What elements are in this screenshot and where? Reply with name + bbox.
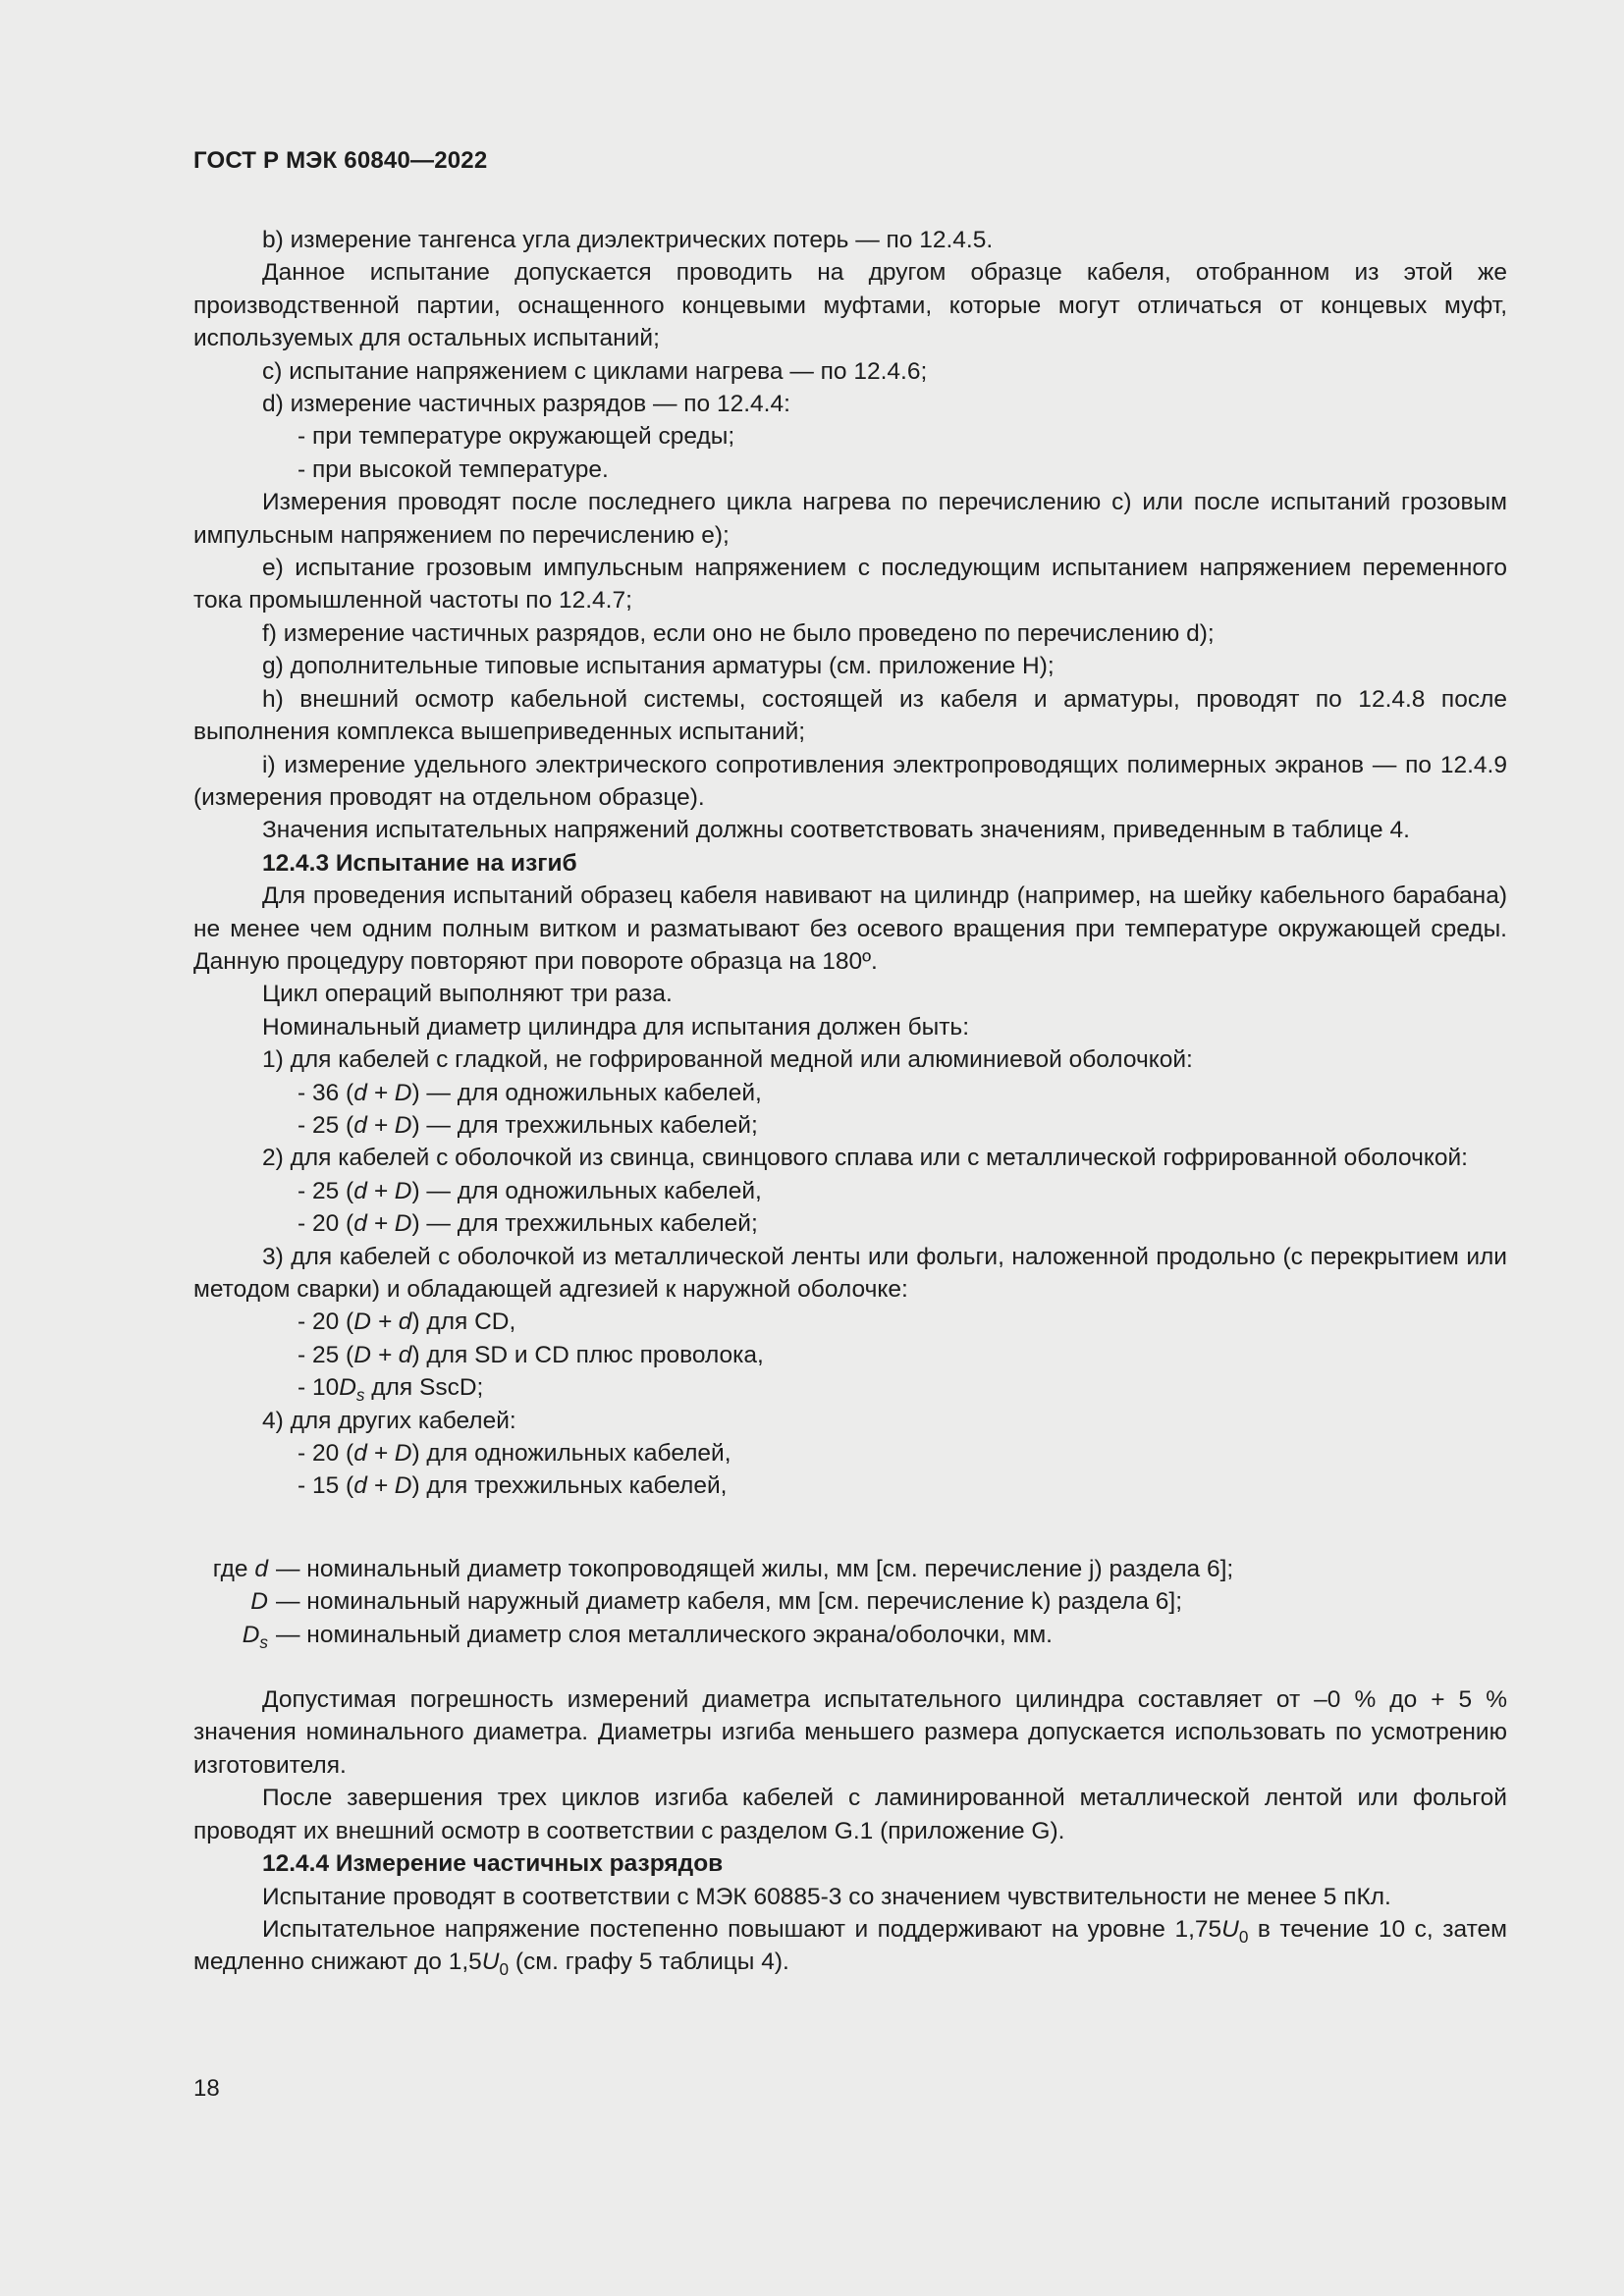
paragraph: Измерения проводят после последнего цикла нагрева по перечислению с) или после испытаний грозовым импульсным напряжением по перечислению е); [193, 489, 1507, 549]
paragraph: После завершения трех циклов изгиба кабелей с ламинированной металлической лентой или фольгой проводят их внешний осмотр в соответствии с разделом G.1 (приложение G). [193, 1785, 1507, 1844]
paragraph: Испытательное напряжение постепенно повышают и поддерживают на уровне $1,75U_0$ в течение 10 с, затем медленно снижают до $1,5U_0$ (см. графу 5 таблицы 4). [193, 1915, 1507, 1980]
paragraph: 3) для кабелей с оболочкой из металлической ленты или фольги, наложенной продольно (с перекрытием или методом сварки) и обладающей адгезией к наружной оболочке: [193, 1243, 1507, 1303]
list-item: - $10D_s$ для SscD; [298, 1374, 484, 1406]
list-item: - при температуре окружающей среды; [298, 423, 735, 451]
list-item: - 20 (d + D) для одножильных кабелей, [298, 1440, 731, 1468]
paragraph: h) внешний осмотр кабельной системы, состоящей из кабеля и арматуры, проводят по 12.4.8 после выполнения комплекса вышеприведенных испытаний; [193, 685, 1507, 746]
page-number: 18 [193, 2075, 220, 2102]
legend-row-Ds: $D_s$ — номинальный диаметр слоя металлического экрана/оболочки, мм. [242, 1621, 1053, 1652]
list-item: - при высокой температуре. [298, 455, 609, 483]
list-item: - 25 (d + D) — для трехжильных кабелей; [298, 1111, 758, 1139]
paragraph: 2) для кабелей с оболочкой из свинца, свинцового сплава или с металлической гофрированной оболочкой: [262, 1145, 1468, 1172]
page-header: ГОСТ Р МЭК 60840—2022 [193, 147, 488, 174]
list-item: - 20 (D + d) для CD, [298, 1308, 516, 1336]
paragraph: 1) для кабелей с гладкой, не гофрированной медной или алюминиевой оболочкой: [262, 1046, 1193, 1074]
paragraph: c) испытание напряжением с циклами нагрева — по 12.4.6; [262, 357, 928, 385]
paragraph: Номинальный диаметр цилиндра для испытания должен быть: [262, 1013, 969, 1041]
paragraph: e) испытание грозовым импульсным напряжением с последующим испытанием напряжением переменного тока промышленной частоты по 12.4.7; [193, 555, 1507, 614]
list-item: - 25 (D + d) для SD и CD плюс проволока, [298, 1341, 764, 1368]
paragraph: d) измерение частичных разрядов — по 12.4.4: [262, 391, 790, 418]
paragraph: f) измерение частичных разрядов, если оно не было проведено по перечислению d); [262, 619, 1215, 647]
list-item: - 20 (d + D) — для трехжильных кабелей; [298, 1210, 758, 1238]
paragraph: b) измерение тангенса угла диэлектрических потерь — по 12.4.5. [262, 227, 994, 253]
paragraph: Значения испытательных напряжений должны соответствовать значениям, приведенным в таблице 4. [262, 817, 1410, 844]
paragraph: Испытание проводят в соответствии с МЭК 60885-3 со значением чувствительности не менее 5 пКл. [262, 1883, 1391, 1910]
paragraph: Для проведения испытаний образец кабеля навивают на цилиндр (например, на шейку кабельного барабана) не менее чем одним полным витком и разматывают без осевого вращения при температуре окружающей среды. Данную процедуру повторяют при повороте образца на 180º. [193, 882, 1507, 975]
paragraph: Данное испытание допускается проводить на другом образце кабеля, отобранном из этой же производственной партии, оснащенного концевыми муфтами, которые могут отличаться от концевых муфт, используемых для остальных испытаний; [193, 259, 1507, 352]
section-heading-12-4-4: 12.4.4 Измерение частичных разрядов [262, 1850, 724, 1878]
paragraph: i) измерение удельного электрического сопротивления электропроводящих полимерных экранов — по 12.4.9 (измерения проводят на отдельном образце). [193, 751, 1507, 811]
list-item: - 15 (d + D) для трехжильных кабелей, [298, 1472, 728, 1500]
section-heading-12-4-3: 12.4.3 Испытание на изгиб [262, 849, 577, 877]
page-body [193, 224, 1507, 1979]
paragraph: 4) для других кабелей: [262, 1407, 516, 1434]
list-item: - 25 (d + D) — для одножильных кабелей, [298, 1177, 762, 1204]
legend-row-D: D — номинальный наружный диаметр кабеля, мм [см. перечисление k) раздела 6]; [250, 1588, 1183, 1616]
legend-row-d: где d — номинальный диаметр токопроводящей жилы, мм [см. перечисление j) раздела 6]; [212, 1555, 1234, 1582]
symbol-legend [193, 1553, 1507, 1651]
paragraph: g) дополнительные типовые испытания арматуры (см. приложение Н); [262, 653, 1055, 680]
list-item: - 36 (d + D) — для одножильных кабелей, [298, 1079, 762, 1106]
paragraph: Допустимая погрешность измерений диаметра испытательного цилиндра составляет от –0 % до + 5 % значения номинального диаметра. Диаметры изгиба меньшего размера допускается использовать по усмотрению изготовителя. [193, 1686, 1507, 1779]
paragraph: Цикл операций выполняют три раза. [262, 981, 673, 1008]
